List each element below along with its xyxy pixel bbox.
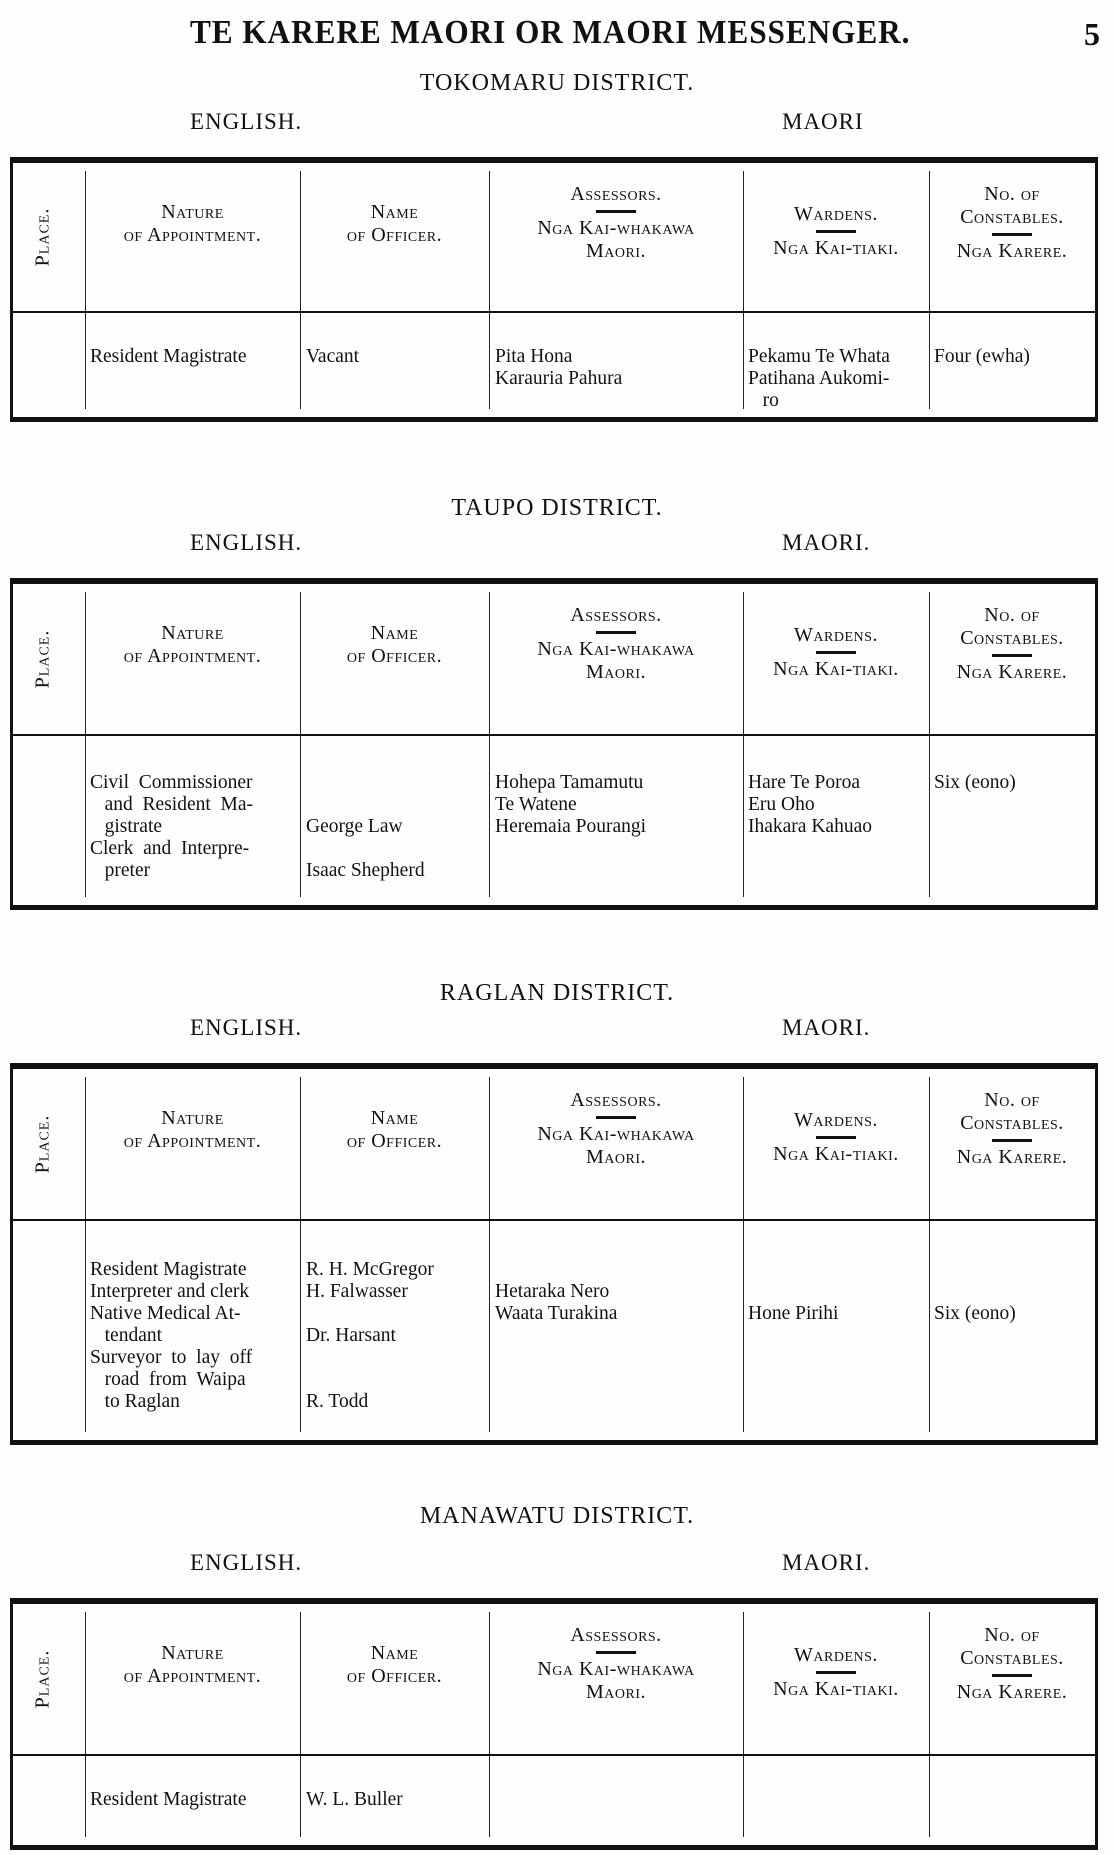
- column-header-name: Name of Officer.: [346, 1107, 443, 1152]
- cell-nature: Civil Commissioner and Resident Ma- gistrate Clerk and Interpre- preter: [90, 772, 254, 881]
- maori-label: MAORI.: [782, 530, 871, 555]
- maori-label: MAORI: [782, 109, 864, 134]
- column-header-nature: Nature of Appointment.: [123, 1642, 262, 1687]
- column-header-constables: No. of Constables. Nga Karere.: [956, 183, 1068, 262]
- column-header-wardens: Wardens. Nga Kai-tiaki.: [773, 1109, 899, 1165]
- column-header-assessors: Assessors. Nga Kai-whakawa Maori.: [537, 1624, 695, 1703]
- district-title: RAGLAN DISTRICT.: [439, 980, 675, 1006]
- column-header-constables: No. of Constables. Nga Karere.: [956, 1089, 1068, 1168]
- cell-constables: Four (ewha): [934, 346, 1030, 367]
- district-section: [0, 495, 1114, 910]
- cell-wardens: Pekamu Te Whata Patihana Aukomi- ro: [748, 346, 890, 411]
- column-header-assessors: Assessors. Nga Kai-whakawa Maori.: [537, 183, 695, 262]
- english-label: ENGLISH.: [190, 530, 303, 555]
- column-header-assessors: Assessors. Nga Kai-whakawa Maori.: [537, 604, 695, 683]
- column-header-constables: No. of Constables. Nga Karere.: [956, 1624, 1068, 1703]
- column-header-name: Name of Officer.: [346, 622, 443, 667]
- masthead: TE KARERE MAORI OR MAORI MESSENGER.: [190, 14, 911, 51]
- cell-name: R. H. McGregor H. Falwasser Dr. Harsant R. Todd: [306, 1259, 434, 1412]
- english-label: ENGLISH.: [190, 109, 303, 134]
- header-rule: [13, 1219, 1095, 1221]
- district-section: [0, 70, 1114, 422]
- cell-assessors: Hetaraka Nero Waata Turakina: [495, 1281, 618, 1324]
- header-rule: [13, 734, 1095, 736]
- appointments-table: Place. Nature of Appointment. Name of Officer. Assessors. Nga Kai-whakawa Maori. Wardens. Nga Kai-tiaki. No. of Constables. Nga Karere. Civil Commissioner and Resident Ma- gistrate Clerk and Interpre- preter George Law Isaac Shepherd Hohepa Tamamutu Te Watene Heremaia Pourangi Hare Te Poroa Eru Oho Ihakara Kahuao Six (eono): [10, 578, 1098, 910]
- cell-constables: Six (eono): [934, 772, 1016, 793]
- header-rule: [13, 1754, 1095, 1756]
- column-header-wardens: Wardens. Nga Kai-tiaki.: [773, 203, 899, 259]
- maori-label: MAORI.: [782, 1550, 871, 1575]
- maori-label: MAORI.: [782, 1015, 871, 1040]
- appointments-table: Place. Nature of Appointment. Name of Officer. Assessors. Nga Kai-whakawa Maori. Wardens. Nga Kai-tiaki. No. of Constables. Nga Karere. Resident Magistrate W. L. Buller: [10, 1598, 1098, 1850]
- cell-nature: Resident Magistrate Interpreter and clerk Native Medical At- tendant Surveyor to lay off road from Waipa to Raglan: [90, 1259, 253, 1412]
- district-title: MANAWATU DISTRICT.: [419, 1503, 695, 1529]
- column-header-nature: Nature of Appointment.: [123, 622, 262, 667]
- header-rule: [13, 311, 1095, 313]
- appointments-table: Place. Nature of Appointment. Name of Officer. Assessors. Nga Kai-whakawa Maori. Wardens. Nga Kai-tiaki. No. of Constables. Nga Karere. Resident Magistrate Vacant Pita Hona Karauria Pahura Pekamu Te Whata Patihana Aukomi- ro Four (ewha): [10, 157, 1098, 422]
- cell-name: W. L. Buller: [306, 1789, 403, 1810]
- column-header-constables: No. of Constables. Nga Karere.: [956, 604, 1068, 683]
- cell-constables: Six (eono): [934, 1303, 1016, 1324]
- page-number: 5: [1084, 16, 1100, 52]
- appointments-table: Place. Nature of Appointment. Name of Officer. Assessors. Nga Kai-whakawa Maori. Wardens. Nga Kai-tiaki. No. of Constables. Nga Karere. Resident Magistrate Interpreter and clerk Native Medical At- tendant Surveyor to lay off road from Waipa to Raglan R. H. McGregor H. Falwasser Dr. Harsant R. Todd Hetaraka Nero Waata Turakina Hone Pirihi Six (eono): [10, 1063, 1098, 1445]
- column-header-wardens: Wardens. Nga Kai-tiaki.: [773, 1644, 899, 1700]
- district-title: TOKOMARU DISTRICT.: [419, 70, 695, 96]
- column-header-wardens: Wardens. Nga Kai-tiaki.: [773, 624, 899, 680]
- district-section: [0, 980, 1114, 1445]
- district-section: [0, 1503, 1114, 1850]
- cell-wardens: Hone Pirihi: [748, 1303, 839, 1324]
- english-label: ENGLISH.: [190, 1550, 303, 1575]
- cell-nature: Resident Magistrate: [90, 1789, 247, 1810]
- page-header: [0, 10, 1114, 60]
- cell-name: Vacant: [306, 346, 360, 367]
- english-label: ENGLISH.: [190, 1015, 303, 1040]
- district-title: TAUPO DISTRICT.: [451, 495, 663, 521]
- cell-name: George Law Isaac Shepherd: [306, 816, 425, 881]
- cell-nature: Resident Magistrate: [90, 346, 247, 367]
- column-header-assessors: Assessors. Nga Kai-whakawa Maori.: [537, 1089, 695, 1168]
- column-header-nature: Nature of Appointment.: [123, 1107, 262, 1152]
- cell-assessors: Pita Hona Karauria Pahura: [495, 346, 623, 389]
- column-header-name: Name of Officer.: [346, 1642, 443, 1687]
- column-header-name: Name of Officer.: [346, 201, 443, 246]
- cell-wardens: Hare Te Poroa Eru Oho Ihakara Kahuao: [748, 772, 872, 837]
- column-header-nature: Nature of Appointment.: [123, 201, 262, 246]
- cell-assessors: Hohepa Tamamutu Te Watene Heremaia Pourangi: [495, 772, 647, 837]
